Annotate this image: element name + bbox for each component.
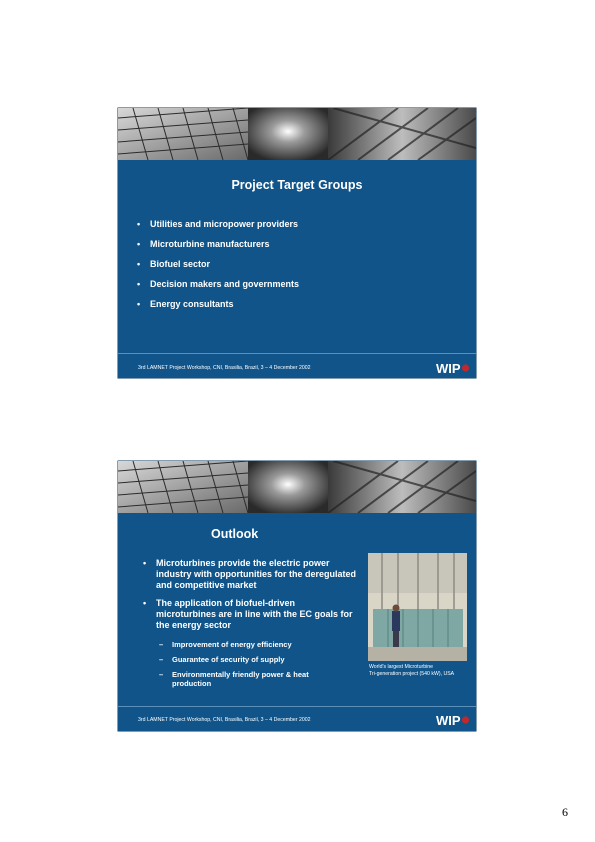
svg-text:WIP: WIP bbox=[436, 361, 461, 375]
slide-footer: 3rd LAMNET Project Workshop, CNI, Brasilia, Brazil, 3 – 4 December 2002 bbox=[138, 717, 311, 723]
wip-logo bbox=[436, 713, 470, 727]
bullet-list bbox=[137, 219, 300, 310]
banner-image bbox=[118, 108, 476, 160]
list-item: • Microturbine manufacturers bbox=[137, 239, 270, 249]
slide-footer: 3rd LAMNET Project Workshop, CNI, Brasilia, Brazil, 3 – 4 December 2002 bbox=[138, 365, 311, 371]
sub-bullet-list bbox=[159, 640, 347, 688]
footer-divider bbox=[118, 706, 476, 707]
list-item: • Microturbines provide the electric power industry with opportunities for the deregulated and competitive market bbox=[143, 558, 357, 590]
slide-outlook bbox=[118, 461, 476, 731]
list-item: – Environmentally friendly power & heat production bbox=[159, 670, 309, 688]
page-number: 6 bbox=[562, 805, 568, 819]
slide-title: Project Target Groups bbox=[231, 178, 363, 192]
photo-caption-line-2: Tri-generation project (540 kW), USA bbox=[369, 671, 455, 677]
list-item: – Improvement of energy efficiency bbox=[159, 640, 292, 649]
svg-text:WIP: WIP bbox=[436, 713, 461, 727]
wip-logo bbox=[436, 361, 470, 375]
slide-project-target-groups bbox=[118, 108, 476, 378]
list-item: – Guarantee of security of supply bbox=[159, 655, 285, 664]
slide-title: Outlook bbox=[211, 527, 259, 541]
banner-image bbox=[118, 461, 476, 513]
list-item: • Utilities and micropower providers bbox=[137, 219, 299, 229]
photo-caption-line-1: World's largest Microturbine bbox=[369, 664, 434, 670]
bullet-list bbox=[143, 558, 357, 631]
list-item: • Energy consultants bbox=[137, 299, 234, 309]
list-item: • Biofuel sector bbox=[137, 259, 211, 269]
list-item: • The application of biofuel-driven microturbines are in line with the EC goals for the energy sector bbox=[143, 598, 353, 630]
list-item: • Decision makers and governments bbox=[137, 279, 300, 289]
footer-divider bbox=[118, 353, 476, 354]
microturbine-photo bbox=[368, 553, 467, 661]
